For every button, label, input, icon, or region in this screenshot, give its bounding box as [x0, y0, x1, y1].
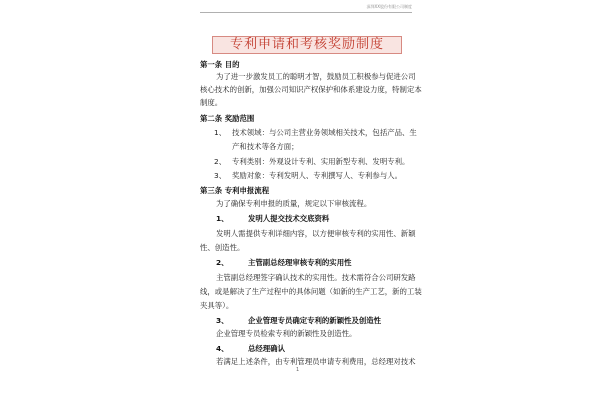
step2-title: 主管副总经理审核专利的实用性 — [248, 258, 352, 267]
step1-line2: 性、创造性。 — [200, 243, 245, 252]
page-number: 1 — [296, 367, 300, 373]
document-title: 专利申请和考核奖励制度 — [229, 37, 384, 52]
running-header: 深圳XX股份有限公司制度 — [366, 4, 412, 9]
article2-item1-line1: 技术领域：与公司主营业务领域相关技术，包括产品、生 — [232, 128, 417, 137]
article3-heading: 第三条 专利申报流程 — [200, 186, 270, 195]
step1-line1: 发明人需提供专利详细内容，以方便审核专利的实用性、新颖 — [216, 229, 416, 238]
step4-line1: 若满足上述条件，由专利管理员申请专利费用，总经理对技术 — [216, 357, 416, 366]
article2-item2-number: 2、 — [214, 157, 227, 166]
header-rule — [200, 12, 412, 13]
article2-item2-text: 专利类别：外观设计专利、实用新型专利、发明专利。 — [232, 157, 410, 166]
step2-line2: 线，或是解决了生产过程中的具体问题（如新的生产工艺，新的工装 — [200, 287, 422, 296]
article1-line1: 为了进一步激发员工的聪明才智，鼓励员工积极参与促进公司 — [216, 72, 416, 81]
step2-line3: 夹具等）。 — [200, 301, 234, 310]
step2-number: 2、 — [216, 258, 229, 267]
step2-line1: 主管副总经理签字确认技术的实用性。技术需符合公司研发路 — [216, 273, 416, 282]
step1-title: 发明人提交技术交底资料 — [248, 214, 330, 223]
article1-heading: 第一条 目的 — [200, 60, 240, 69]
step3-title: 企业管理专员确定专利的新颖性及创造性 — [248, 316, 382, 325]
step4-title: 总经理确认 — [248, 344, 285, 353]
article1-line3: 制度。 — [200, 98, 223, 107]
article2-heading: 第二条 奖励范围 — [200, 114, 255, 123]
article2-item3-text: 奖励对象：专利发明人、专利撰写人、专利参与人。 — [232, 171, 402, 180]
step3-number: 3、 — [216, 316, 229, 325]
article2-item1-line2: 产和技术等各方面； — [232, 142, 299, 151]
document-title-box — [212, 36, 402, 54]
article2-item1-number: 1、 — [214, 128, 227, 137]
article1-line2: 核心技术的创新，加强公司知识产权保护和体系建设力度，特制定本 — [200, 85, 422, 94]
article2-item3-number: 3、 — [214, 171, 227, 180]
step3-line1: 企业管理专员检索专利的新颖性及创造性。 — [216, 329, 357, 338]
step1-number: 1、 — [216, 214, 229, 223]
step4-number: 4、 — [216, 344, 229, 353]
article3-intro: 为了确保专利申报的质量，规定以下审核流程。 — [216, 199, 372, 208]
